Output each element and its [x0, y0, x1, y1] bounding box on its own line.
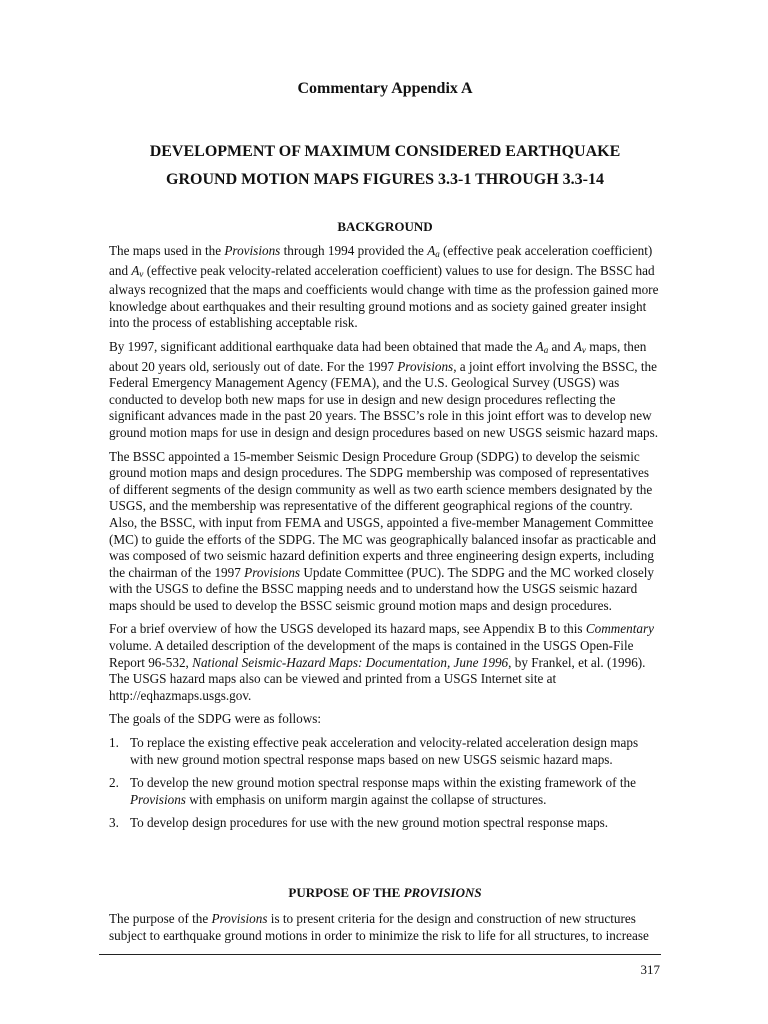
text-run: The BSSC appointed a 15-member Seismic Design Procedure Group (SDPG) to develop the seismic ground motion maps and design procedures. The SDPG membership was composed of representatives of different segments of the design community as well as two earth science members designated by the USGS, and the membership was representative of the different geographical regions of the country. Also, the BSSC, with input from FEMA and USGS, appointed a five-member Management Committee (MC) to guide the efforts of the SDPG. The MC was geographically balanced insofar as practicable and was composed of two seismic hazard definition experts and three engineering design experts, including the chairman of the 1997 — [109, 448, 657, 580]
text-run: (effective peak velocity-related acceleration coefficient) values to use for design. The BSSC had always recognized that the maps and coefficients would change with time as the profession gained more knowledge about earthquakes and their resulting ground motions and as society gained greater insight into the process of establishing acceptable risk. — [109, 262, 659, 331]
text-run: through 1994 provided the — [280, 243, 428, 258]
appendix-title: Commentary Appendix A — [297, 80, 473, 97]
text-run-italic: National Seismic-Hazard Maps: Documentation, June 1996 — [192, 654, 509, 670]
footer-rule — [99, 954, 661, 955]
list-number: 1. — [109, 735, 119, 751]
text-run-italic: Provisions — [224, 243, 281, 258]
paragraph-purpose — [109, 911, 661, 944]
text-run-italic: Provisions — [130, 791, 186, 807]
text-run: For a brief overview of how the USGS developed its hazard maps, see Appendix B to this — [109, 621, 586, 637]
subscript: v — [139, 268, 144, 279]
section-heading-background: BACKGROUND — [337, 219, 433, 234]
text-run: By 1997, significant additional earthquake data had been obtained that made the — [109, 338, 536, 354]
list-number: 3. — [109, 815, 119, 831]
section-heading-purpose — [109, 885, 661, 901]
text-run: The maps used in the — [109, 243, 225, 258]
text-run: volume. A detailed description of the development of the maps is contained in the USGS Open-File Report 96-532, — [109, 638, 634, 670]
paragraph-3 — [109, 449, 661, 615]
list-item — [109, 735, 661, 768]
text-run-italic: A — [535, 338, 544, 354]
subscript: a — [435, 249, 440, 259]
goals-list — [109, 735, 661, 832]
paragraph-5: The goals of the SDPG were as follows: — [109, 711, 322, 727]
text-run: PURPOSE OF THE — [288, 885, 404, 900]
subscript: v — [581, 344, 586, 355]
list-item — [109, 775, 661, 808]
background-section — [109, 243, 661, 839]
text-run-italic: A — [573, 338, 582, 354]
text-run: The purpose of the — [109, 911, 212, 926]
document-title — [109, 138, 661, 194]
paragraph-1 — [109, 243, 661, 332]
purpose-section — [109, 911, 661, 944]
text-run: is to present criteria for the design and construction of new structures subject to earthquake ground motions in order to minimize the risk to life for all structures, to increase — [109, 911, 649, 943]
text-run: To replace the existing effective peak acceleration and velocity-related acceleration design maps with new ground motion spectral response maps based on new USGS seismic hazard maps. — [130, 735, 639, 767]
page-number: 317 — [640, 962, 660, 977]
list-number: 2. — [109, 775, 119, 791]
text-run: Update Committee (PUC). The SDPG and the MC worked closely with the USGS to define the BSSC mapping needs and to understand how the USGS seismic hazard maps should be used to develop the BSSC seismic ground motion maps and design procedures. — [109, 564, 655, 613]
text-run: with emphasis on uniform margin against the collapse of structures. — [185, 791, 547, 807]
text-run: , a joint effort involving the BSSC, the Federal Emergency Management Agency (FEMA), and the U.S. Geological Survey (USGS) was conducted to develop both new maps for use in design and new design procedures reflecting the significant advances made in the past 20 years. The BSSC’s role in this joint effort was to develop new ground motion maps for use in design and design procedures based on new USGS seismic hazard maps. — [109, 358, 659, 440]
list-item — [109, 815, 661, 832]
text-run: To develop the new ground motion spectral response maps within the existing framework of the — [130, 775, 636, 791]
text-run: To develop design procedures for use with the new ground motion spectral response maps. — [130, 815, 609, 831]
text-run: (effective peak acceleration coefficient) and — [109, 243, 653, 278]
text-run-italic: Provisions — [211, 911, 268, 926]
text-run: and — [548, 338, 574, 354]
text-run-italic: Provisions — [244, 564, 301, 580]
text-run: , by Frankel, et al. (1996). The USGS hazard maps also can be viewed and printed from a USGS Internet site at http://eqhazmaps.usgs.gov. — [109, 654, 646, 703]
text-run-italic: Provisions — [397, 358, 454, 374]
title-line-1: DEVELOPMENT OF MAXIMUM CONSIDERED EARTHQUAKE — [149, 143, 621, 160]
text-run-italic: Commentary — [585, 621, 654, 637]
text-run-italic: PROVISIONS — [403, 885, 482, 900]
paragraph-2 — [109, 339, 661, 442]
text-run-italic: A — [131, 262, 140, 278]
text-run: maps, then about 20 years old, seriously out of date. For the 1997 — [109, 338, 647, 374]
title-line-2: GROUND MOTION MAPS FIGURES 3.3-1 THROUGH 3.3-14 — [166, 171, 604, 188]
text-run-italic: A — [427, 243, 436, 258]
paragraph-4 — [109, 621, 661, 704]
subscript: a — [543, 344, 549, 355]
